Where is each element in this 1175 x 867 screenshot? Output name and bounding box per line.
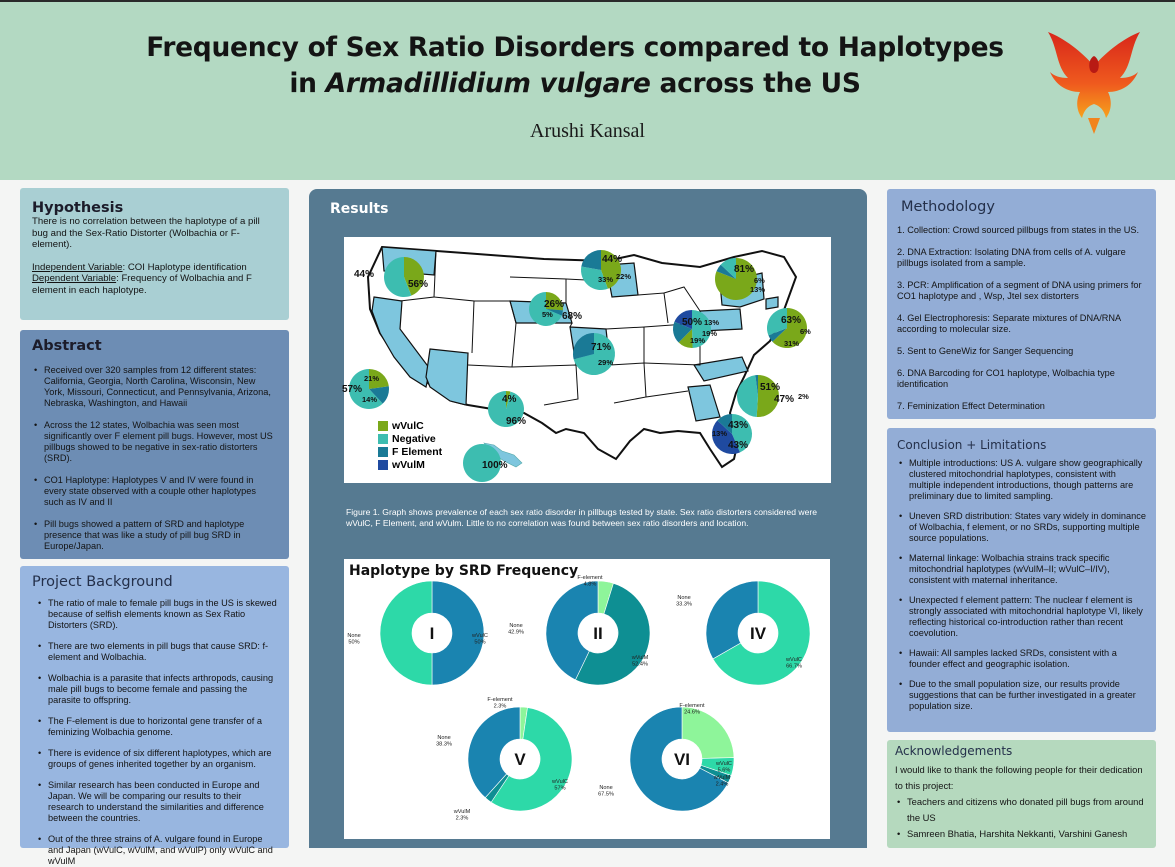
hypothesis-panel xyxy=(20,188,289,320)
figure-caption: Figure 1. Graph shows prevalence of each sex ratio disorder in pillbugs tested by state. Sex ratio distorters considered were wVulC, F Element, and wVulm. Little to no correlation was found between sex ratio disorders and location. xyxy=(346,507,817,528)
abstract-list xyxy=(32,365,277,552)
state-pie xyxy=(737,375,809,417)
list-item: 5. Sent to GeneWiz for Sanger Sequencing xyxy=(897,346,1074,356)
list-item: • Similar research has been conducted in Europe and Japan. We will be comparing our results to their research to understand the similarities and difference between the countries. xyxy=(36,780,277,824)
donut-slice xyxy=(380,581,432,685)
slice-label: wVulC 50% xyxy=(472,633,488,646)
haplotype-chart-figure xyxy=(344,559,830,839)
slice-label: F-element 24.6% xyxy=(679,703,705,716)
phoenix-logo-icon xyxy=(1042,26,1146,138)
pie-label: 50% xyxy=(682,317,703,328)
us-map-figure xyxy=(344,237,831,483)
pie-label: 33% xyxy=(598,275,614,284)
list-item: • Uneven SRD distribution: States vary widely in dominance of Wolbachia, f element, or no SRDs, supporting multiple source populations. xyxy=(897,511,1146,544)
pie-label: 6% xyxy=(800,327,811,336)
state-pie xyxy=(354,257,428,297)
haplotype-label: IV xyxy=(749,624,767,643)
list-item: 1. Collection: Crowd sourced pillbugs from states in the US. xyxy=(897,225,1140,235)
list-item: • The F-element is due to horizontal gene transfer of a feminizing Wolbachia genome. xyxy=(36,716,277,738)
slice-label: None 50% xyxy=(347,633,361,646)
abstract-panel xyxy=(20,330,289,559)
haplotype-label: V xyxy=(514,750,526,769)
background-list xyxy=(32,598,277,867)
list-item: 6. DNA Barcoding for CO1 haplotype, Wolbachia type identification xyxy=(897,368,1115,389)
legend-label: wVulC xyxy=(392,419,424,432)
state-pie xyxy=(581,250,631,290)
hypothesis-text: There is no correlation between the haplotype of a pill bug and the Sex-Ratio Distorter (Wolbachia or F-element). xyxy=(32,216,260,251)
slice-label: F-element 2.3% xyxy=(487,697,513,710)
title-post: across the US xyxy=(650,68,861,99)
legend-item-wvulc xyxy=(378,419,442,432)
haplotype-donut xyxy=(598,703,734,811)
dependent-variable xyxy=(32,273,277,296)
acknowledgements-title: Acknowledgements xyxy=(895,744,1013,758)
pie-label: 96% xyxy=(506,416,527,427)
pie-slice xyxy=(737,375,758,417)
list-item: • Hawaii: All samples lacked SRDs, consistent with a founder effect and geographic isolation. xyxy=(897,648,1146,670)
haplotype-chart-title: Haplotype by SRD Frequency xyxy=(349,563,579,579)
abstract-title: Abstract xyxy=(32,338,102,354)
list-item: • Multiple introductions: US A. vulgare show geographically clustered mitochondrial haplotypes, consistent with multiple independent introductions, though patterns are preliminary due to limited sampling. xyxy=(897,458,1146,502)
haplotype-donut-charts xyxy=(344,559,830,839)
background-title: Project Background xyxy=(32,574,173,590)
acknowledgements-intro: I would like to thank the following people for their dedication to this project: xyxy=(895,764,1143,791)
state-pie xyxy=(715,258,765,300)
list-item: • Wolbachia is a parasite that infects arthropods, causing male pill bugs to become female and passing the parasite to offspring. xyxy=(36,673,277,706)
haplotype-label: I xyxy=(429,624,435,643)
title-line-2 xyxy=(60,66,1090,102)
list-item: • Received over 320 samples from 12 different states: California, Georgia, North Carolina, Wisconsin, New York, Missouri, Connecticut, and Pennsylvania, Arizona, Nebraska, Washington, and Hawaii xyxy=(32,365,277,409)
state-pie xyxy=(712,414,752,454)
list-item: 7. Feminization Effect Determination xyxy=(897,401,1045,411)
pie-label: 44% xyxy=(354,269,375,280)
legend-swatch xyxy=(378,460,388,470)
list-item: 4. Gel Electrophoresis: Separate mixtures of DNA/RNA according to molecular size. xyxy=(897,313,1121,334)
iv-label: Independent Variable xyxy=(32,261,123,273)
independent-variable xyxy=(32,262,277,274)
slice-label: None 33.3% xyxy=(676,595,692,608)
haplotype-label: II xyxy=(593,624,603,643)
pie-label: 68% xyxy=(562,311,583,322)
methodology-steps xyxy=(897,225,1146,412)
list-item: • Teachers and citizens who donated pill bugs from around the US xyxy=(895,794,1148,826)
title-pre: in xyxy=(289,68,326,99)
pie-label: 13% xyxy=(704,318,720,327)
pie-label: 63% xyxy=(781,315,802,326)
pie-label: 47% xyxy=(774,394,795,405)
state-pie xyxy=(488,391,526,427)
slice-label: None 67.5% xyxy=(598,785,614,798)
legend-item-negative xyxy=(378,432,442,445)
slice-label: wVulM 52.4% xyxy=(631,655,649,668)
list-item: • Pill bugs showed a pattern of SRD and haplotype presence that was like a study of pill bug SRD in Europe/Japan. xyxy=(32,519,277,552)
species-name: Armadillidium vulgare xyxy=(325,68,651,99)
haplotype-donut xyxy=(676,581,810,685)
author-name: Arushi Kansal xyxy=(530,120,645,142)
list-item: 3. PCR: Amplification of a segment of DNA using primers for CO1 haplotype and , Wsp, Jtel sex distorters xyxy=(897,280,1142,301)
pie-label: 51% xyxy=(760,382,781,393)
slice-label: wVulM 2.4% xyxy=(713,775,731,788)
pie-label: 6% xyxy=(754,276,765,285)
legend-item-wvulm xyxy=(378,458,442,471)
pie-label: 5% xyxy=(542,310,553,319)
pie-label: 71% xyxy=(591,342,612,353)
pie-label: 26% xyxy=(544,299,565,310)
slice-label: wVulC 5.6% xyxy=(716,761,732,774)
legend-swatch xyxy=(378,421,388,431)
state-pie xyxy=(573,333,615,375)
poster-title xyxy=(60,30,1090,102)
pie-label: 81% xyxy=(734,264,755,275)
poster-header xyxy=(0,0,1175,180)
hypothesis-title: Hypothesis xyxy=(32,200,124,216)
legend-label: Negative xyxy=(392,432,436,445)
slice-label: wVulC 57% xyxy=(552,779,568,792)
results-title: Results xyxy=(330,201,389,217)
pie-label: 2% xyxy=(798,392,809,401)
map-legend xyxy=(378,419,442,471)
iv-text: : COI Haplotype identification xyxy=(122,261,247,273)
conclusion-panel xyxy=(887,428,1156,732)
haplotype-donut xyxy=(436,697,572,822)
methodology-title: Methodology xyxy=(901,199,995,215)
conclusion-list xyxy=(897,458,1146,712)
project-background-panel xyxy=(20,566,289,866)
pie-label: 19% xyxy=(690,336,706,345)
state-pie xyxy=(463,444,508,482)
list-item: • There is evidence of six different haplotypes, which are groups of genes inherited together by an organism. xyxy=(36,748,277,770)
pie-label: 57% xyxy=(342,384,363,395)
list-item: • The ratio of male to female pill bugs in the US is skewed because of selfish elements known as Sex Ratio Distorters (SRD). xyxy=(36,598,277,631)
pie-label: 100% xyxy=(482,460,508,471)
pie-label: 4% xyxy=(502,394,517,405)
pie-label: 13% xyxy=(712,429,728,438)
list-item: • Unexpected f element pattern: The nuclear f element is strongly associated with mitochondrial haplotype VI, likely reflecting historical co-introduction rather than recent coevolution. xyxy=(897,595,1146,639)
slice-label: None 42.9% xyxy=(508,623,524,636)
list-item: 2. DNA Extraction: Isolating DNA from cells of A. vulgare pillbugs isolated from a sample. xyxy=(897,247,1126,268)
pie-slice xyxy=(581,250,601,270)
legend-item-f-element xyxy=(378,445,442,458)
slice-label: F-element 4.8% xyxy=(577,575,603,588)
list-item: • Across the 12 states, Wolbachia was seen most significantly over F element pill bugs. However, most US pillbugs showed to be negative in sex-ratio distorters (SRD). xyxy=(32,420,277,464)
legend-swatch xyxy=(378,434,388,444)
list-item: • Due to the small population size, our results provide suggestions that can be further investigated in a greater population size. xyxy=(897,679,1146,712)
list-item: • There are two elements in pill bugs that cause SRD: f-element and Wolbachia. xyxy=(36,641,277,663)
list-item: • Maternal linkage: Wolbachia strains track specific mitochondrial haplotypes (wVulM–II; wVulC–I/IV), consistent with maternal inheritance. xyxy=(897,553,1146,586)
legend-label: wVulM xyxy=(392,458,425,471)
methodology-panel xyxy=(887,189,1156,419)
list-item: • CO1 Haplotype: Haplotypes V and IV were found in every state observed with a couple other haplotypes such as IV and II xyxy=(32,475,277,508)
pie-label: 43% xyxy=(728,420,749,431)
slice-label: wVulC 66.7% xyxy=(786,657,802,670)
state-pie xyxy=(767,308,811,348)
acknowledgements-list xyxy=(895,794,1148,842)
acknowledgements-panel xyxy=(887,740,1156,848)
pie-label: 31% xyxy=(784,339,800,348)
dv-text: : Frequency of Wolbachia and F element in each haplotype. xyxy=(32,273,252,296)
pie-label: 29% xyxy=(598,358,614,367)
haplotype-donut xyxy=(347,581,488,685)
pie-label: 19% xyxy=(702,329,718,338)
pie-label: 43% xyxy=(728,440,749,451)
state-pie xyxy=(673,310,719,348)
slice-label: None 38.3% xyxy=(436,735,452,748)
list-item: • Out of the three strains of A. vulgare found in Europe and Japan (wVulC, wVulM, and wVulP) only wVulC and wVulM xyxy=(36,834,277,867)
title-line-1: Frequency of Sex Ratio Disorders compared to Haplotypes xyxy=(146,32,1004,63)
pie-label: 44% xyxy=(602,254,623,265)
pie-label: 14% xyxy=(362,395,378,404)
legend-swatch xyxy=(378,447,388,457)
conclusion-title: Conclusion + Limitations xyxy=(897,438,1047,452)
state-pie xyxy=(342,369,389,409)
donut-slice xyxy=(706,581,758,659)
pie-label: 22% xyxy=(616,272,632,281)
list-item: • Samreen Bhatia, Harshita Nekkanti, Varshini Ganesh xyxy=(895,826,1148,842)
results-panel xyxy=(309,189,867,848)
slice-label: wVulM 2.3% xyxy=(453,809,471,822)
haplotype-donut xyxy=(508,575,650,685)
pie-label: 13% xyxy=(750,285,766,294)
state-pie xyxy=(529,292,582,326)
pie-label: 56% xyxy=(408,279,429,290)
haplotype-label: VI xyxy=(673,750,691,769)
dv-label: Dependent Variable xyxy=(32,273,117,285)
pie-label: 21% xyxy=(364,374,380,383)
legend-label: F Element xyxy=(392,445,443,458)
